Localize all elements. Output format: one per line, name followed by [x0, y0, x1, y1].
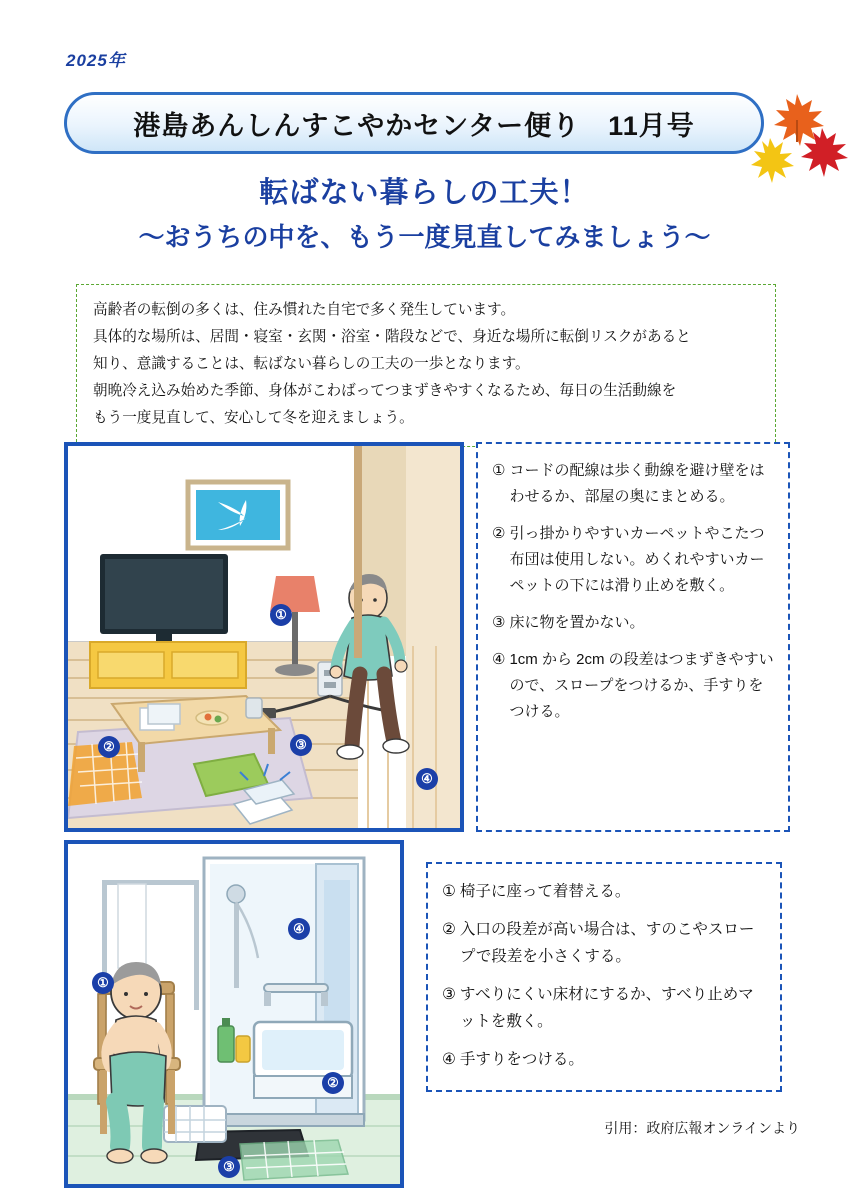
newsletter-title-bar	[64, 92, 764, 154]
tip-text: 引っ掛かりやすいカーペットやこたつ布団は使用しない。めくれやすいカーペットの下には滑り止めを敷く。	[509, 525, 765, 594]
tip-item	[442, 981, 766, 1035]
tip-item	[442, 878, 766, 905]
tip-number: ②	[492, 525, 506, 542]
tip-item	[492, 647, 774, 725]
bathroom-tips-box	[426, 862, 782, 1092]
maple-leaf-yellow-icon	[751, 138, 794, 183]
tip-number: ④	[442, 1051, 456, 1068]
tip-text: すべりにくい床材にするか、すべり止めマットを敷く。	[459, 986, 754, 1030]
tip-number: ③	[442, 986, 456, 1003]
tip-text: 1cm から 2cm の段差はつまずきやすいので、スロープをつけるか、手すりをつける。	[509, 651, 774, 720]
bath-badge-2: ②	[322, 1072, 344, 1094]
source-citation: 引用：政府広報オンラインより	[604, 1120, 800, 1136]
tip-number: ④	[492, 651, 506, 668]
intro-line-3: 知り、意識することは、転ばない暮らしの工夫の一歩となります。	[93, 356, 530, 372]
intro-line-5: もう一度見直して、安心して冬を迎えましょう。	[93, 410, 414, 426]
tip-text: 手すりをつける。	[459, 1051, 584, 1068]
tip-number: ②	[442, 921, 456, 938]
bath-badge-4: ④	[288, 918, 310, 940]
room-badge-1: ①	[270, 604, 292, 626]
intro-line-2: 具体的な場所は、居間・寝室・玄関・浴室・階段などで、身近な場所に転倒リスクがあると	[93, 329, 691, 345]
tip-text: 入口の段差が高い場合は、すのこやスロープで段差を小さくする。	[459, 921, 755, 965]
tip-text: 床に物を置かない。	[509, 614, 645, 631]
tip-item	[492, 521, 774, 599]
tip-item	[442, 1046, 766, 1073]
room-badge-4: ④	[416, 768, 438, 790]
intro-text-box	[76, 284, 776, 447]
intro-line-4: 朝晩冷え込み始めた季節、身体がこわばってつまずきやすくなるため、毎日の生活動線を	[93, 383, 677, 399]
tip-number: ③	[492, 614, 506, 631]
tip-item	[442, 916, 766, 970]
intro-line-1: 高齢者の転倒の多くは、住み慣れた自宅で多く発生しています。	[93, 302, 516, 318]
living-room-tips-box	[476, 442, 790, 832]
room-badge-2: ②	[98, 736, 120, 758]
headline-line2: ～おうちの中を、もう一度見直してみましょう～	[138, 222, 711, 252]
tip-text: コードの配線は歩く動線を避け壁をはわせるか、部屋の奥にまとめる。	[509, 462, 765, 505]
bath-badge-1: ①	[92, 972, 114, 994]
headline	[0, 170, 849, 258]
tip-item	[492, 458, 774, 510]
tip-number: ①	[492, 462, 506, 479]
maple-leaves-decoration	[742, 84, 849, 204]
living-room-illustration	[64, 442, 464, 832]
year-label: 2025年	[66, 51, 126, 70]
headline-line1: 転ばない暮らしの工夫！	[259, 177, 590, 209]
tip-item	[492, 610, 774, 636]
tip-text: 椅子に座って着替える。	[459, 883, 631, 900]
room-badge-3: ③	[290, 734, 312, 756]
page-title: 港島あんしんすこやかセンター便り 11月号	[133, 110, 695, 141]
bath-badge-3: ③	[218, 1156, 240, 1178]
tip-number: ①	[442, 883, 456, 900]
